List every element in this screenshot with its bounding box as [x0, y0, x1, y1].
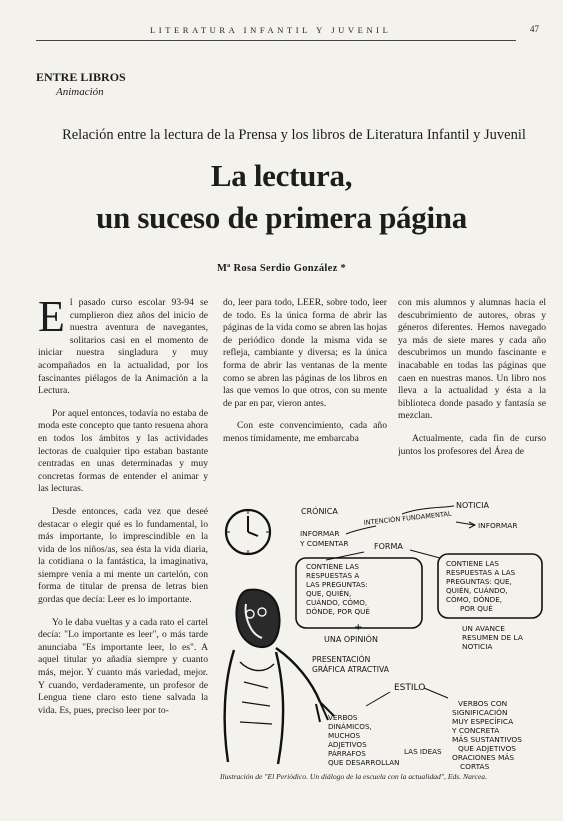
svg-text:MÁS SUSTANTIVOS: MÁS SUSTANTIVOS [452, 735, 522, 744]
label-informar-y: INFORMAR [300, 529, 340, 538]
article-title-line2: un suceso de primera página [96, 200, 467, 235]
label-noticia: NOTICIA [456, 501, 489, 510]
article-kicker: Relación entre la lectura de la Prensa y los libros de Literatura Infantil y Juvenil [62, 127, 526, 143]
label-forma: FORMA [374, 542, 403, 551]
svg-text:CONTIENE LAS: CONTIENE LAS [306, 562, 359, 571]
svg-text:VERBOS CON: VERBOS CON [458, 699, 508, 708]
label-estilo: ESTILO [394, 683, 426, 693]
svg-text:RESUMEN DE LA: RESUMEN DE LA [462, 633, 523, 642]
svg-text:RESPUESTAS A: RESPUESTAS A [306, 571, 360, 580]
paragraph: Yo le daba vueltas y a cada rato el cartel decía: "Lo importante es leer", o más tarde anunciaba "Es importante leer, lo es". A aquel titular yo añadía siempre y cuanto más, mejor. Y cuanto más variedad, mejor. Y cuando, verdaderamente, un profesor de Lengua tiene claro esto tiene salvada la vida. Es, pues, preciso leer por to- [38, 616, 208, 716]
svg-text:QUE, QUIÉN,: QUE, QUIÉN, [306, 589, 352, 598]
text-column-1 [38, 297, 208, 769]
drop-cap: E [38, 297, 65, 341]
label-cronica: CRÓNICA [301, 507, 338, 516]
svg-text:QUE DESARROLLAN: QUE DESARROLLAN [328, 758, 400, 767]
svg-text:MUCHOS: MUCHOS [328, 731, 361, 740]
subsection-title: Animación [56, 86, 104, 98]
newspaper-genres-illustration [216, 492, 548, 770]
svg-text:CÓMO, DÓNDE,: CÓMO, DÓNDE, [446, 595, 503, 604]
svg-text:DINÁMICOS,: DINÁMICOS, [328, 722, 372, 731]
text-column-3 [398, 297, 546, 457]
svg-text:LAS IDEAS: LAS IDEAS [404, 747, 442, 756]
paragraph: Con este convencimiento, cada año menos tímidamente, me embarcaba [223, 420, 387, 444]
svg-text:NOTICIA: NOTICIA [462, 642, 493, 651]
svg-text:POR QUÉ: POR QUÉ [460, 604, 493, 613]
label-opinion: UNA OPINIÓN [324, 635, 378, 644]
clock-icon [226, 510, 270, 554]
svg-text:GRÁFICA ATRACTIVA: GRÁFICA ATRACTIVA [312, 665, 389, 674]
paragraph: Actualmente, cada fin de curso juntos los profesores del Área de [398, 432, 546, 457]
paragraph: El pasado curso escolar 93-94 se cumplieron diez años del inicio de nuestra aventura de navegantes, solitarios casi en el momento de iniciar nuestra singladura y muy acompañados en la actualidad, por los fascinantes piélagos de la Animación a la Lectura. [38, 297, 208, 397]
svg-text:LAS PREGUNTAS:: LAS PREGUNTAS: [306, 580, 368, 589]
svg-text:Y CONCRETA: Y CONCRETA [452, 726, 500, 735]
paragraph: Desde entonces, cada vez que deseé destacar o elegir qué es lo fundamental, lo más importante, lo imprescindible en la vida de los niños/as, sea ésta la vida diaria, la cotidiana o la fantástica, la imaginativa, siempre venía a mi mente un cartelón, con forma de titular de prensa de letras bien gordas que decía: Leer es lo importante. [38, 505, 208, 606]
svg-text:RESPUESTAS A LAS: RESPUESTAS A LAS [446, 568, 516, 577]
svg-text:MUY ESPECÍFICA: MUY ESPECÍFICA [452, 717, 514, 726]
paragraph: Por aquel entonces, todavía no estaba de moda este concepto que tanto resuena ahora en todos los ámbitos y las actividades lectoras de cualquier tipo estaban bastante centradas en unas determinadas y muy concretas formas de entender el animar y las lecturas. [38, 407, 208, 495]
text-column-2 [223, 297, 387, 457]
svg-text:PREGUNTAS: QUE,: PREGUNTAS: QUE, [446, 577, 512, 586]
header-rule [36, 40, 516, 41]
svg-text:CORTAS: CORTAS [460, 762, 490, 770]
page-number: 47 [530, 24, 539, 34]
svg-text:ADJETIVOS: ADJETIVOS [328, 740, 367, 749]
section-title: ENTRE LIBROS [36, 70, 126, 84]
svg-text:SIGNIFICACIÓN: SIGNIFICACIÓN [452, 708, 508, 717]
svg-text:CONTIENE LAS: CONTIENE LAS [446, 559, 499, 568]
svg-text:PÁRRAFOS: PÁRRAFOS [328, 749, 366, 758]
label-informar: INFORMAR [478, 521, 518, 530]
illustration-caption: Ilustración de "El Periódico. Un diálogo de la escuela con la actualidad", Eds. Narcea. [220, 772, 487, 781]
label-intencion: INTENCIÓN FUNDAMENTAL [363, 509, 453, 527]
svg-text:ORACIONES MÁS: ORACIONES MÁS [452, 753, 515, 762]
article-title-line1: La lectura, [210, 158, 353, 193]
svg-text:CUÁNDO, CÓMO,: CUÁNDO, CÓMO, [306, 598, 368, 607]
svg-text:QUIÉN, CUÁNDO,: QUIÉN, CUÁNDO, [446, 586, 508, 595]
svg-text:PRESENTACIÓN: PRESENTACIÓN [312, 655, 371, 664]
running-head: LITERATURA INFANTIL Y JUVENIL [150, 25, 392, 35]
svg-text:QUE ADJETIVOS: QUE ADJETIVOS [458, 744, 516, 753]
svg-text:VERBOS: VERBOS [328, 713, 358, 722]
svg-text:DÓNDE, POR QUÉ: DÓNDE, POR QUÉ [306, 607, 370, 616]
paragraph: do, leer para todo, LEER, sobre todo, leer de todo. Es la única forma de abrir las páginas de la vida como se abren las hojas de periódico donde la misma vida se refleja, cambiante y diversa; es la única forma de abrir las ventanas de la mente como se abren las páginas de los libros en las que vemos lo que otros, con su mente de par en par, vieron antes. [223, 297, 387, 409]
plus-sign: + [354, 622, 363, 633]
paragraph: con mis alumnos y alumnas hacia el descubrimiento de autores, obras y géneros diferentes. Hemos navegado ya más de siete mares y cada año descubrimos un mundo fascinante e inacabable en todas las páginas que caen en nuestras manos. Un libro nos lleva a la actualidad y ésta a la biblioteca donde pasado y fantasía se mezclan. [398, 297, 546, 422]
svg-text:UN AVANCE: UN AVANCE [462, 624, 505, 633]
article-author: Mª Rosa Serdio González * [216, 263, 347, 274]
label-y-comentar: Y COMENTAR [300, 539, 349, 548]
